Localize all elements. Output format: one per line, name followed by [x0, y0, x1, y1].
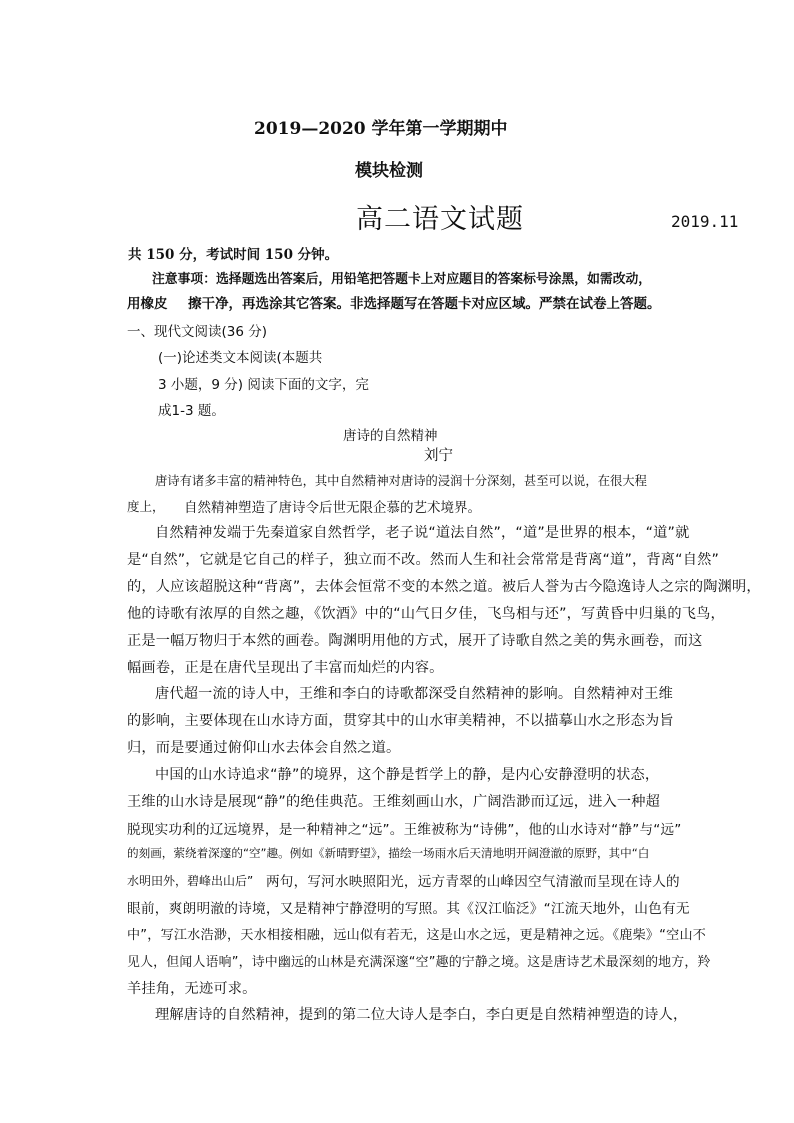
paragraph-4-line-3: 脱现实功利的辽远境界，是一种精神之“远”。王维被称为“诗佛”，他的山水诗对“静”与“远” — [127, 822, 682, 838]
section-heading: 一、现代文阅读(36 分) — [127, 324, 268, 340]
paragraph-3-line-3: 归，而是要通过俯仰山水去体会自然之道。 — [127, 740, 401, 756]
paragraph-2-line-2: 是“自然”，它就是它自己的样子，独立而不改。然而人生和社会常常是背离“道”，背离“自然” — [127, 552, 720, 568]
paragraph-1-line-2a: 度上， — [127, 499, 165, 514]
paragraph-4-line-7: 中”，写江水浩渺，天水相接相融，远山似有若无，这是山水之远，更是精神之远。《鹿柴》“空山不 — [127, 928, 707, 943]
article-title: 唐诗的自然精神 — [343, 428, 438, 444]
page-title: 高二语文试题 — [356, 204, 524, 235]
paragraph-4-line-2: 王维的山水诗是展现“静”的绝佳典范。王维刻画山水，广阔浩渺而辽远，进入一种超 — [127, 794, 661, 810]
paragraph-2-line-6: 幅画卷，正是在唐代呈现出了丰富而灿烂的内容。 — [127, 660, 444, 676]
notice-line-2b: 擦干净，再选涂其它答案。非选择题写在答题卡对应区域。严禁在试卷上答题。 — [188, 296, 661, 312]
subsection-line-1: (一)论述类文本阅读(本题共 — [158, 350, 323, 366]
notice-line-2a: 用橡皮 — [127, 296, 168, 312]
exam-date: 2019.11 — [671, 212, 739, 231]
subsection-line-2: 3 小题，9 分) 阅读下面的文字，完 — [158, 377, 369, 393]
article-author: 刘宁 — [424, 448, 453, 464]
paragraph-3-line-1: 唐代超一流的诗人中，王维和李白的诗歌都深受自然精神的影响。自然精神对王维 — [155, 686, 673, 702]
paragraph-4-line-8: 见人，但闻人语响”，诗中幽远的山林是充满深邃“空”趣的宁静之境。这是唐诗艺术最深刻的地方，羚 — [127, 955, 711, 970]
paragraph-4-line-5a: 水明田外，碧峰出山后” — [127, 874, 254, 888]
paragraph-2-line-1: 自然精神发端于先秦道家自然哲学，老子说“道法自然”，“道”是世界的根本，“道”就 — [155, 525, 690, 541]
paragraph-4-line-4: 的刻画，萦绕着深邃的“空”趣。例如《新晴野望》，描绘一场雨水后天清地明开阔澄澈的原野，其中“白 — [127, 846, 650, 860]
paragraph-2-line-4: 他的诗歌有浓厚的自然之趣，《饮酒》中的“山气日夕佳，飞鸟相与还”，写黄昏中归巢的飞鸟， — [127, 606, 725, 622]
exam-term-line: 2019—2020 学年第一学期期中 — [254, 119, 508, 139]
paragraph-4-line-6: 眼前，爽朗明澈的诗境，又是精神宁静澄明的写照。其《汉江临泛》“江流天地外，山色有无 — [127, 901, 690, 917]
paragraph-1-line-1: 唐诗有诸多丰富的精神特色，其中自然精神对唐诗的浸润十分深刻，甚至可以说，在很大程 — [155, 474, 647, 488]
paragraph-3-line-2: 的影响，主要体现在山水诗方面，贯穿其中的山水审美精神，不以描摹山水之形态为旨 — [127, 713, 674, 729]
notice-line-1: 注意事项：选择题选出答案后，用铅笔把答题卡上对应题目的答案标号涂黑，如需改动， — [152, 272, 652, 287]
score-info: 共 150 分，考试时间 150 分钟。 — [128, 247, 339, 263]
subsection-line-3: 成1-3 题。 — [158, 403, 225, 419]
paragraph-4-line-1: 中国的山水诗追求“静”的境界，这个静是哲学上的静，是内心安静澄明的状态， — [155, 767, 660, 783]
paragraph-5-line-1: 理解唐诗的自然精神，提到的第二位大诗人是李白，李白更是自然精神塑造的诗人， — [155, 1007, 688, 1023]
exam-module-line: 模块检测 — [355, 161, 423, 181]
paragraph-4-line-5b: 两句，写河水映照阳光，远方青翠的山峰因空气清澈而呈现在诗人的 — [266, 874, 680, 890]
paragraph-2-line-3: 的，人应该超脱这种“背离”，去体会恒常不变的本然之道。被后人誉为古今隐逸诗人之宗的陶渊明， — [127, 579, 761, 595]
paragraph-2-line-5: 正是一幅万物归于本然的画卷。陶渊明用他的方式，展开了诗歌自然之美的隽永画卷，而这 — [127, 633, 703, 649]
paragraph-4-line-9: 羊挂角，无迹可求。 — [127, 981, 257, 997]
paragraph-1-line-2b: 自然精神塑造了唐诗令后世无限企慕的艺术境界。 — [184, 500, 481, 516]
